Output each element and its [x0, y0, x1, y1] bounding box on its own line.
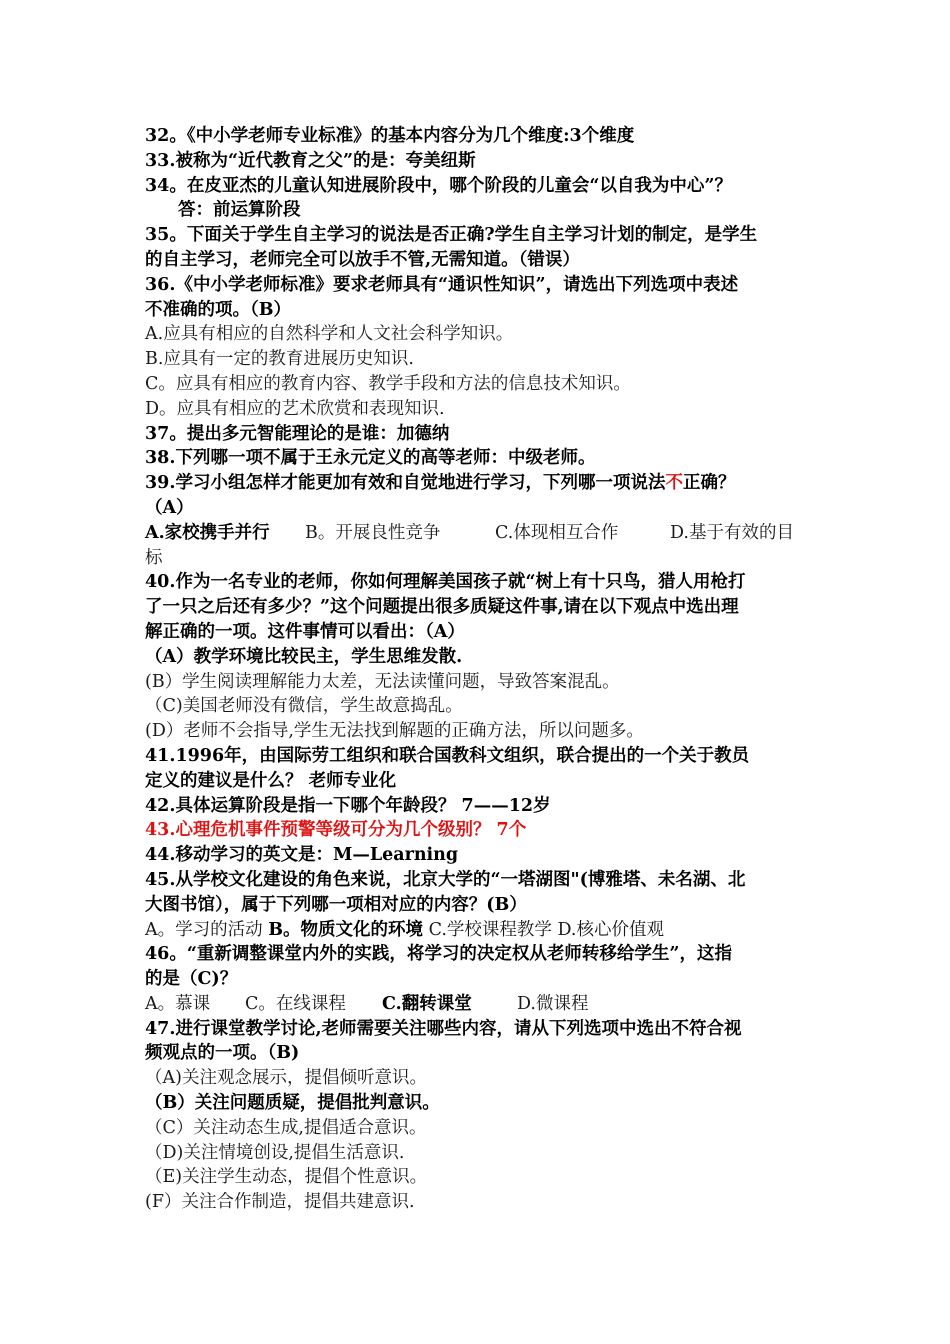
question-39-end: 正确？ [682, 473, 736, 494]
document-page [145, 124, 817, 1215]
question-39-highlight: 不 [665, 473, 683, 494]
option-40-c: （C)美国老师没有微信，学生故意捣乱。 [145, 696, 463, 717]
question-47-line-1: 47.进行课堂教学讨论,老师需要关注哪些内容，请从下列选项中选出不符合视 [145, 1018, 742, 1039]
option-45-b: B。物质文化的环境 [268, 919, 424, 940]
question-44: 44.移动学习的英文是：M—Learning [145, 845, 459, 866]
option-36-c: C。应具有相应的教育内容、教学手段和方法的信息技术知识。 [145, 373, 631, 394]
option-39-d-continued: 标 [145, 547, 163, 568]
option-39-b: B。开展良性竞争 [305, 522, 441, 543]
question-46-line-1: 46。“重新调整课堂内外的实践，将学习的决定权从老师转移给学生”，这指 [145, 944, 732, 965]
option-40-d: (D）老师不会指导,学生无法找到解题的正确方法，所以问题多。 [145, 721, 644, 742]
question-47-line-2: 频观点的一项。（B) [145, 1043, 300, 1064]
question-41-line-1: 41.1996年，由国际劳工组织和联合国教科文组织，联合提出的一个关于教员 [145, 745, 750, 766]
answer-34: 答：前运算阶段 [178, 200, 301, 221]
question-39 [145, 471, 817, 496]
option-46-d: D.微课程 [517, 993, 589, 1014]
option-39-d: D.基于有效的目 [670, 522, 794, 543]
question-46-line-2: 的是（C)？ [145, 969, 238, 990]
answer-39: （A） [145, 497, 194, 518]
option-36-d: D。应具有相应的艺术欣赏和表现知识. [145, 398, 445, 419]
option-47-a: （A)关注观念展示，提倡倾听意识。 [145, 1068, 427, 1089]
option-40-b: (B）学生阅读理解能力太差，无法读懂问题，导致答案混乱。 [145, 671, 620, 692]
question-40-line-1: 40.作为一名专业的老师，你如何理解美国孩子就“树上有十只鸟，猎人用枪打 [145, 572, 746, 593]
option-36-a: A.应具有相应的自然科学和人文社会科学知识。 [145, 324, 514, 345]
options-39 [145, 521, 817, 546]
question-33: 33.被称为“近代教育之父”的是：夸美纽斯 [145, 150, 476, 171]
question-45-line-1: 45.从学校文化建设的角色来说，北京大学的“一塔湖图"(博雅塔、未名湖、北 [145, 869, 746, 890]
question-35-line-2: 的自主学习，老师完全可以放手不管,无需知道。（错误） [145, 249, 580, 270]
option-47-f: (F）关注合作制造，提倡共建意识. [145, 1192, 415, 1213]
question-39-text: 39.学习小组怎样才能更加有效和自觉地进行学习，下列哪一项说法 [145, 473, 666, 494]
option-47-e: （E)关注学生动态，提倡个性意识。 [145, 1167, 428, 1188]
question-32: 32。《中小学老师专业标准》的基本内容分为几个维度:3个维度 [145, 126, 635, 146]
question-38: 38.下列哪一项不属于王永元定义的高等老师：中级老师。 [145, 448, 596, 469]
question-36-line-2: 不准确的项。（B） [145, 299, 292, 320]
option-46-b: C。在线课程 [245, 993, 346, 1014]
option-47-c: （C）关注动态生成,提倡适合意识。 [145, 1117, 427, 1138]
option-45-c-d: C.学校课程教学 D.核心价值观 [428, 919, 664, 940]
question-34: 34。在皮亚杰的儿童认知进展阶段中，哪个阶段的儿童会“以自我为中心”？ [145, 175, 732, 196]
question-42: 42.具体运算阶段是指一下哪个年龄段？ 7——12岁 [145, 795, 551, 816]
question-40-line-2: 了一只之后还有多少？”这个问题提出很多质疑这件事,请在以下观点中选出理 [145, 597, 739, 618]
options-45 [145, 918, 817, 943]
option-46-a: A。慕课 [145, 993, 211, 1014]
question-41-line-2: 定义的建议是什么？ 老师专业化 [145, 770, 397, 791]
option-36-b: B.应具有一定的教育进展历史知识. [145, 349, 414, 370]
question-36-line-1: 36.《中小学老师标准》要求老师具有“通识性知识”，请选出下列选项中表述 [145, 274, 739, 295]
question-37: 37。提出多元智能理论的是谁：加德纳 [145, 423, 450, 444]
option-39-c: C.体现相互合作 [495, 522, 619, 543]
option-39-a: A.家校携手并行 [145, 522, 270, 543]
option-47-b: （B）关注问题质疑，提倡批判意识。 [145, 1093, 440, 1114]
options-46 [145, 992, 817, 1017]
option-46-c: C.翻转课堂 [382, 993, 472, 1014]
option-47-d: （D)关注情境创设,提倡生活意识. [145, 1142, 405, 1163]
option-45-a: A。学习的活动 [145, 919, 263, 940]
question-43: 43.心理危机事件预警等级可分为几个级别？ 7个 [145, 820, 527, 841]
question-40-line-3: 解正确的一项。这件事情可以看出：（A） [145, 621, 465, 642]
question-45-line-2: 大图书馆），属于下列哪一项相对应的内容？(B） [145, 894, 527, 915]
option-40-a: （A）教学环境比较民主，学生思维发散. [145, 646, 463, 667]
question-35-line-1: 35。下面关于学生自主学习的说法是否正确?学生自主学习计划的制定，是学生 [145, 225, 758, 246]
